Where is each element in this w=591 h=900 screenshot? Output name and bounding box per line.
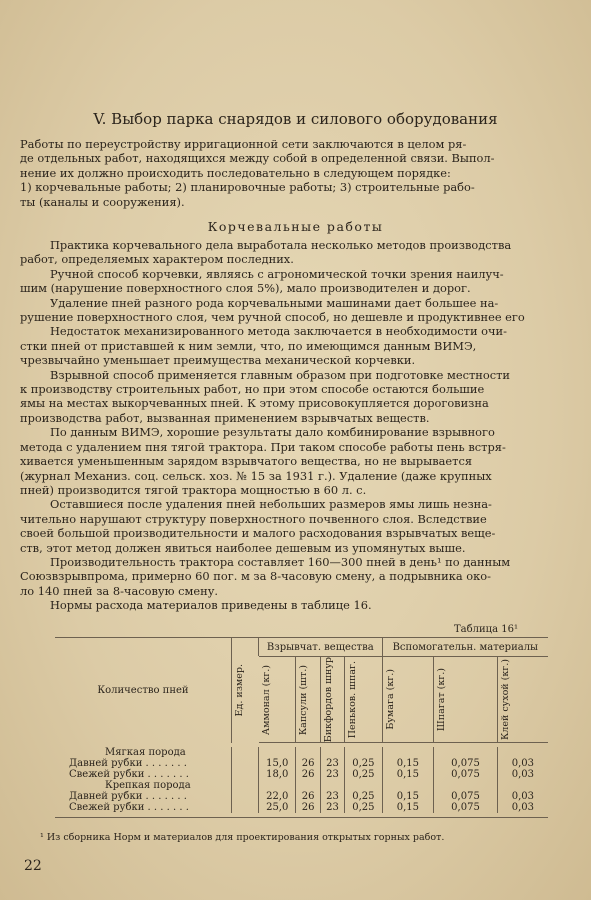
table-cell: 25,0 [259,802,296,813]
table-cell: 22,0 [259,791,296,802]
body-line: работ, определяемых характером последних. [20,252,294,267]
table-cell: 23 [320,758,344,769]
body-line: Удаление пней разного рода корчевальными машинами дает большее на- [50,295,499,310]
table-cell: 0,25 [345,758,382,769]
table-cell: 18,0 [259,769,296,780]
body-line: Практика корчевального дела выработала несколько методов производства [50,238,512,252]
body-line: ств, этот метод должен явиться наиболее дешевым из упомянутых выше. [20,540,466,555]
body-line: шим (нарушение поверхностного слоя 5%), мало производителен и дорог. [20,281,471,296]
body-line: производства работ, вызванная применением взрывчатых веществ. [20,410,430,425]
body-line: к производству строительных работ, но при этом способе остаются большие [20,382,485,397]
table-cell: 0,15 [382,769,434,780]
table-cell: 0,075 [434,769,498,780]
table-cell: 0,25 [345,791,382,802]
group-title: Мягкая порода [105,747,186,759]
intro-line: де отдельных работ, находящихся между собой в определенной связи. Выпол- [20,151,495,166]
column-group-auxiliary: Вспомогательн. материалы [382,638,548,657]
table-cell: 0,25 [345,769,382,780]
table-row [55,791,548,802]
column-header: Пеньков. шпаг. [345,657,382,743]
table-cell: 23 [320,791,344,802]
table-cell: 0,075 [434,791,498,802]
body-line: стки пней от приставшей к ним земли, что, по имеющимся данным ВИМЭ, [20,338,477,353]
intro-paragraph [20,137,575,209]
row-label: Давней рубки . . . . . . . [69,791,187,803]
table-cell: 0,15 [382,802,434,813]
table-row [55,769,548,780]
column-header: Капсули (шт.) [296,657,320,743]
table-cell: 0,075 [434,802,498,813]
table-cell: 26 [296,769,320,780]
table-cell: 0,25 [345,802,382,813]
table-cell: 26 [296,758,320,769]
materials-norms-table [55,637,548,818]
table-cell: 0,03 [497,791,548,802]
section-title: V. Выбор парка снарядов и силового оборудования [93,110,498,128]
table-cell: 0,075 [434,758,498,769]
column-header: Бумага (кг.) [382,657,434,743]
table-cell: 26 [296,791,320,802]
body-line: чрезвычайно уменьшает преимущества механической корчевки. [20,353,416,368]
body-line: пней) производится тягой трактора мощностью в 60 л. с. [20,482,367,497]
body-line: Оставшиеся после удаления пней небольших размеров ямы лишь незна- [50,497,492,512]
table-cell: 23 [320,802,344,813]
body-line: (журнал Механиз. соц. сельск. хоз. № 15 за 1931 г.). Удаление (даже крупных [20,468,492,483]
row-label: Свежей рубки . . . . . . . [69,769,189,781]
row-label: Давней рубки . . . . . . . [69,758,187,770]
body-line: рушение поверхностного слоя, чем ручной способ, но дешевле и продуктивнее его [20,310,525,325]
row-label: Свежей рубки . . . . . . . [69,802,189,814]
intro-line: нение их должно происходить последовательно в следующем порядке: [20,165,451,180]
body-line: Взрывной способ применяется главным образом при подготовке местности [50,367,510,382]
table-cell: 0,03 [497,758,548,769]
table-cell: 0,15 [382,758,434,769]
body-line: По данным ВИМЭ, хорошие результаты дало комбинирование взрывного [50,425,495,440]
column-header: Бикфордов шнур [320,657,344,743]
body-line: Ручной способ корчевки, являясь с агрономической точки зрения наилуч- [50,266,504,281]
body-line: Нормы расхода материалов приведены в таблице 16. [50,598,372,613]
footnote: ¹ Из сборника Норм и материалов для проектирования открытых горных работ. [40,832,445,843]
body-line: Союзвзрывпрома, примерно 60 пог. м за 8-часовую смену, а подрывника око- [20,569,491,584]
body-line: метода с удалением пня тягой трактора. При таком способе работы пень встря- [20,439,506,454]
column-group-explosives: Взрывчат. вещества [259,638,383,657]
intro-line: 1) корчевальные работы; 2) планировочные работы; 3) строительные рабо- [20,180,475,195]
column-header: Шпагат (кг.) [434,657,498,743]
table-cell: 26 [296,802,320,813]
table-cell: 23 [320,769,344,780]
body-line: своей большой производительности и малого расходования взрывчатых веще- [20,526,496,541]
column-header: Клей сухой (кг.) [497,657,548,743]
subsection-title: Корчевальные работы [207,219,384,234]
body-line: Недостаток механизированного метода заключается в необходимости очи- [50,324,507,339]
body-paragraphs [20,238,575,613]
body-line: хивается уменьшенным зарядом взрывчатого вещества, но не вырывается [20,454,473,469]
table-cell: 15,0 [259,758,296,769]
table-cell: 0,03 [497,802,548,813]
body-line: Производительность трактора составляет 160—300 пней в день¹ по данным [50,554,511,569]
table-cell: 0,03 [497,769,548,780]
column-header-name: Количество пней [97,684,189,696]
body-line: чительно нарушают структуру поверхностного почвенного слоя. Вследствие [20,511,487,526]
table-row [55,758,548,769]
column-header-unit-text: Ед. измер. [234,664,245,717]
table-row [55,802,548,813]
column-header: Аммонал (кг.) [259,657,296,743]
body-line: ямы на местах выкорчеванных пней. К этому присовокупляется дороговизна [20,396,489,411]
intro-line: ты (каналы и сооружения). [20,194,185,209]
intro-line: Работы по переустройству ирригационной сети заключаются в целом ря- [20,137,467,151]
page-number: 22 [24,858,42,874]
body-line: ло 140 пней за 8-часовую смену. [20,583,219,598]
table-cell: 0,15 [382,791,434,802]
column-header-unit [232,638,259,743]
group-title: Крепкая порода [105,780,191,792]
table-number: Таблица 16¹ [454,624,518,635]
